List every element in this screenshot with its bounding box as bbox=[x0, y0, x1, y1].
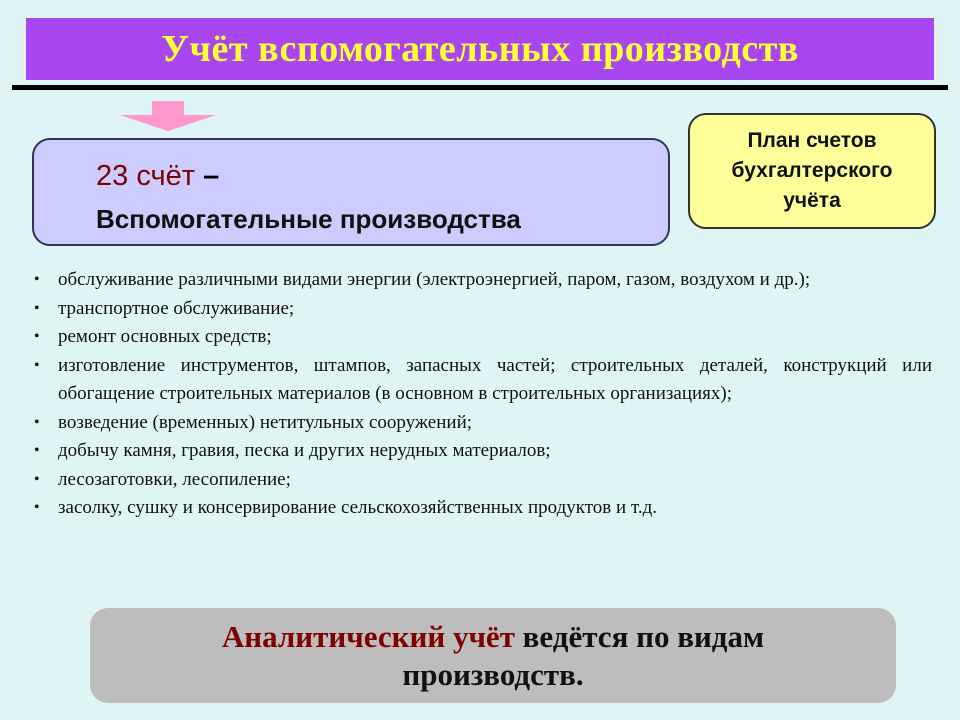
chart-of-accounts-box bbox=[688, 113, 936, 229]
down-arrow-icon bbox=[120, 101, 216, 131]
list-item-text: ремонт основных средств; bbox=[58, 326, 272, 347]
bullet-icon: • bbox=[34, 356, 40, 374]
slide-title: Учёт вспомогательных производств bbox=[161, 28, 799, 70]
title-bar bbox=[26, 18, 934, 80]
chart-of-accounts-label bbox=[732, 126, 893, 216]
list-item bbox=[34, 437, 932, 466]
bullet-icon: • bbox=[34, 271, 40, 288]
account-box bbox=[32, 138, 670, 246]
summary-accent: Аналитический учёт bbox=[221, 618, 515, 654]
title-divider bbox=[12, 85, 948, 90]
list-item-text: засолку, сушку и консервирование сельскохозяйственных продуктов и т.д. bbox=[58, 497, 657, 518]
list-item bbox=[34, 409, 932, 438]
list-item bbox=[34, 266, 932, 295]
plan-line-1: План счетов bbox=[747, 129, 877, 152]
list-item-text: изготовление инструментов, штампов, запасных частей; строительных деталей, конструкций или обогащение строительных материалов (в основном в строительных организациях); bbox=[58, 354, 932, 404]
list-item-text: лесозаготовки, лесопиление; bbox=[58, 468, 291, 490]
list-item bbox=[34, 352, 932, 409]
bullet-icon: • bbox=[34, 299, 40, 317]
plan-line-3: учёта bbox=[783, 189, 841, 212]
summary-rest: ведётся по видам bbox=[514, 618, 765, 654]
plan-line-2: бухгалтерского bbox=[731, 159, 893, 182]
account-dash: – bbox=[203, 160, 220, 192]
list-item bbox=[34, 295, 932, 324]
account-number-line bbox=[96, 160, 219, 193]
account-name: Вспомогательные производства bbox=[96, 204, 521, 234]
list-item-text: добычу камня, гравия, песка и других нерудных материалов; bbox=[58, 440, 551, 461]
list-item bbox=[34, 323, 932, 352]
summary-line-2: производств. bbox=[402, 656, 584, 692]
bullet-icon: • bbox=[34, 413, 40, 431]
list-item-text: возведение (временных) нетитульных сооружений; bbox=[58, 411, 473, 433]
bullet-icon: • bbox=[34, 328, 40, 345]
bullet-icon: • bbox=[34, 470, 40, 488]
list-item-text: транспортное обслуживание; bbox=[58, 297, 295, 319]
activities-list bbox=[34, 266, 932, 523]
account-number: 23 счёт bbox=[96, 160, 196, 192]
summary-text bbox=[222, 618, 764, 694]
list-item bbox=[34, 466, 932, 495]
list-item-text: обслуживание различными видами энергии (электроэнергией, паром, газом, воздухом и др.); bbox=[58, 269, 811, 290]
list-item bbox=[34, 494, 932, 523]
summary-box bbox=[90, 608, 896, 703]
bullet-icon: • bbox=[34, 499, 40, 516]
bullet-icon: • bbox=[34, 442, 40, 459]
